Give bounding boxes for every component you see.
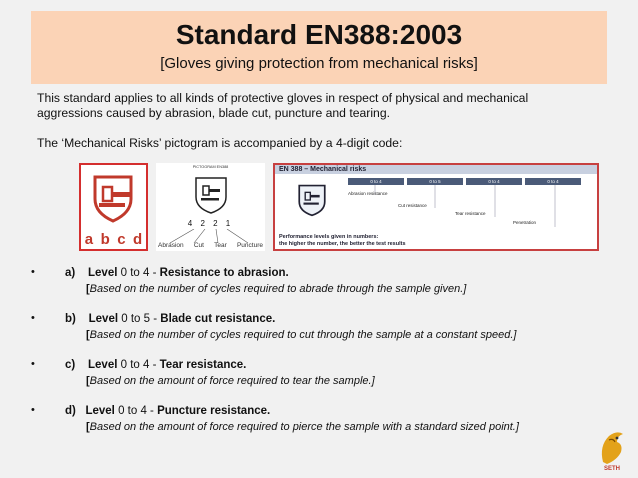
footer-line: Performance levels given in numbers:	[279, 234, 379, 240]
list-item	[31, 262, 611, 308]
item-heading	[65, 266, 289, 280]
level-list	[31, 262, 611, 446]
shield-hammer-icon	[191, 175, 231, 215]
risk-name: Resistance to abrasion.	[159, 267, 289, 279]
note-text: Based on the number of cycles required to cut through the sample at a constant speed.]	[89, 329, 517, 341]
risk-name: Blade cut resistance.	[160, 313, 276, 325]
item-heading	[65, 312, 275, 326]
table-footer	[279, 234, 406, 247]
list-item	[31, 400, 611, 446]
mechanical-risk-pictogram	[79, 163, 148, 251]
level-word: Level	[88, 267, 118, 279]
code-letters	[81, 231, 146, 248]
intro-paragraph: This standard applies to all kinds of protective gloves in respect of physical and mechanical aggressions caused by abrasion, blade cut, puncture and tearing.	[37, 91, 529, 120]
item-letter: c)	[65, 359, 76, 371]
letter-c: c	[117, 231, 126, 248]
label-abrasion: Abrasion	[158, 242, 184, 249]
item-note	[86, 375, 375, 387]
table-header: EN 388 – Mechanical risks	[275, 165, 597, 174]
item-letter: a)	[65, 267, 76, 279]
code-intro-paragraph: The ‘Mechanical Risks’ pictogram is accompanied by a 4-digit code:	[37, 136, 403, 150]
letter-a: a	[84, 231, 94, 248]
item-note	[86, 329, 517, 341]
title-banner	[31, 11, 607, 84]
bullet: •	[31, 266, 35, 278]
risk-name: Puncture resistance.	[157, 405, 271, 417]
row-label: Cut resistance	[398, 203, 427, 208]
item-letter: d)	[65, 405, 76, 417]
hammer-glove-icon	[81, 169, 146, 231]
note-bracket: [	[86, 375, 90, 387]
page-subtitle: [Gloves giving protection from mechanical risks]	[160, 55, 478, 72]
note-bracket: [	[86, 283, 90, 295]
level-range: 0 to 4 -	[120, 267, 160, 279]
note-text: Based on the number of cycles required to abrade through the sample given.]	[89, 283, 467, 295]
pictogram-caption: PICTOGRAM EN388	[192, 165, 229, 169]
note-bracket: [	[86, 329, 90, 341]
label-cut: Cut	[193, 242, 204, 249]
bullet: •	[31, 404, 35, 416]
range-bar: 0 to 4	[466, 178, 522, 185]
row-label: Tear resistance	[455, 211, 486, 216]
item-note	[86, 283, 466, 295]
range-bars	[348, 178, 581, 185]
row-label: Abrasion resistance	[348, 191, 388, 196]
level-range: 0 to 5 -	[121, 313, 161, 325]
list-item	[31, 354, 611, 400]
bullet: •	[31, 312, 35, 324]
en388-code-pictogram	[156, 163, 265, 251]
list-item	[31, 308, 611, 354]
label-puncture: Puncture	[236, 242, 263, 249]
label-tear: Tear	[214, 242, 227, 249]
level-range: 0 to 4 -	[120, 359, 160, 371]
item-heading	[65, 404, 270, 418]
item-letter: b)	[65, 313, 76, 325]
level-range: 0 to 4 -	[118, 405, 158, 417]
note-text: Based on the amount of force required to tear the sample.]	[89, 375, 375, 387]
code-labels	[158, 242, 263, 249]
level-word: Level	[85, 405, 115, 417]
risk-name: Tear resistance.	[159, 359, 247, 371]
level-word: Level	[88, 313, 119, 325]
footer-line: the higher the number, the better the test results	[279, 240, 406, 247]
letter-d: d	[133, 231, 143, 248]
range-bar: 0 to 4	[348, 178, 404, 185]
bullet: •	[31, 358, 35, 370]
range-bar: 0 to 4	[525, 178, 581, 185]
range-bar: 0 to 5	[407, 178, 463, 185]
level-word: Level	[88, 359, 118, 371]
four-digit-code: 4 2 2 1	[187, 219, 234, 228]
mechanical-risks-table	[273, 163, 599, 251]
item-note	[86, 421, 519, 433]
note-text: Based on the amount of force required to pierce the sample with a standard sized point.]	[89, 421, 519, 433]
page-title: Standard EN388:2003	[175, 19, 463, 50]
letter-b: b	[100, 231, 110, 248]
note-bracket: [	[86, 421, 90, 433]
item-heading	[65, 358, 246, 372]
logo-text: SETH	[603, 466, 620, 472]
row-label: Penetration	[513, 220, 537, 225]
seth-logo	[593, 428, 631, 472]
